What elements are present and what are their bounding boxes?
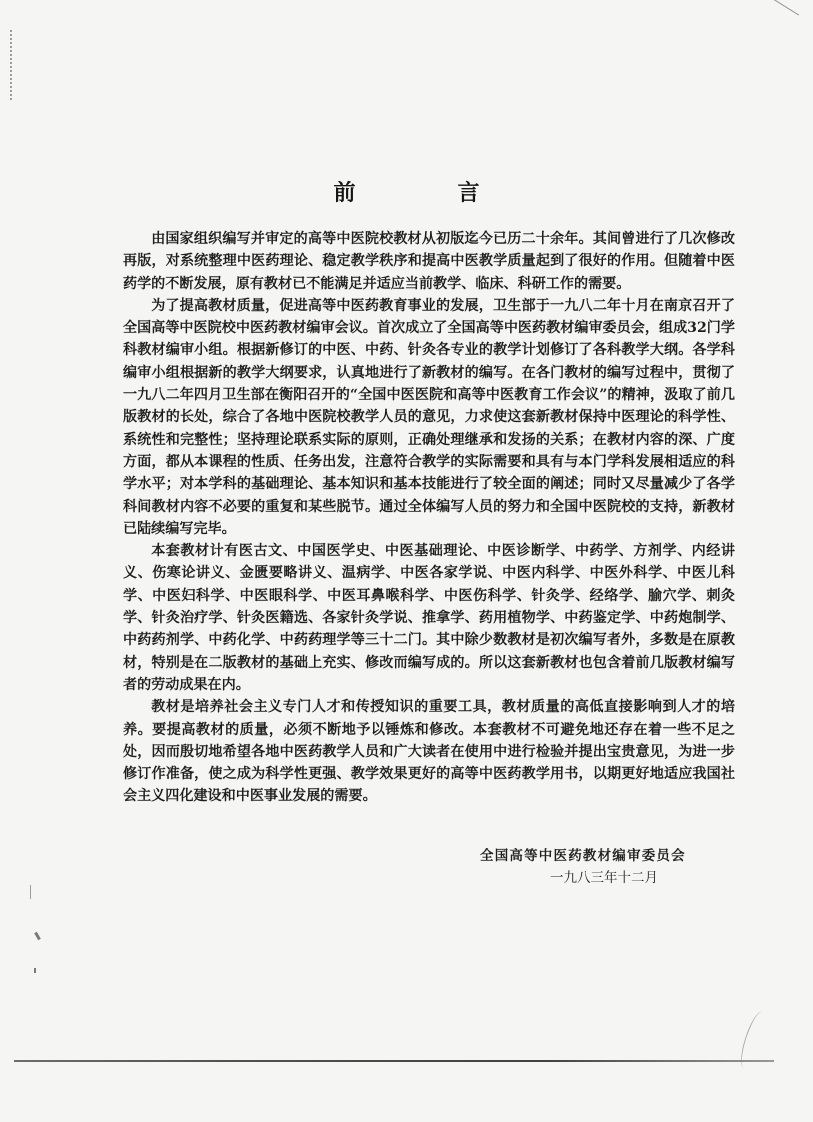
signature-block [480,845,750,889]
page-title: 前 言 [333,180,520,206]
preface-body [123,228,735,808]
bottom-scan-line [14,1060,774,1062]
signature-date: 一九八三年十二月 [550,870,658,886]
margin-mark [10,30,14,100]
paragraph: 由国家组织编写并审定的高等中医院校教材从初版迄今已历二十余年。其间曾进行了几次修改再版，对系统整理中医药理论、稳定教学秩序和提高中医教学质量起到了很好的作用。但随着中医药学的不断发展，原有教材已不能满足并适应当前教学、临床、科研工作的需要。 [123,231,735,292]
margin-tick [30,885,31,899]
margin-tick [34,932,41,940]
paragraph: 为了提高教材质量，促进高等中医药教育事业的发展，卫生部于一九八二年十月在南京召开了全国高等中医院校中医药教材编审会议。首次成立了全国高等中医药教材编审委员会，组成32门学科教材编审小组。根据新修订的中医、中药、针灸各专业的教学计划修订了各科教学大纲。各学科编审小组根据新的教学大纲要求，认真地进行了新教材的编写。在各门教材的编写过程中，贯彻了一九八二年四月卫生部在衡阳召开的“全国中医医院和高等中医教育工作会议”的精神，汲取了前几版教材的长处，综合了各地中医院校教学人员的意见，力求使这套新教材保持中医理论的科学性、系统性和完整性；坚持理论联系实际的原则，正确处理继承和发扬的关系；在教材内容的深、广度方面，都从本课程的性质、任务出发，注意符合教学的实际需要和具有与本门学科发展相适应的科学水平；对本学科的基础理论、基本知识和基本技能进行了较全面的阐述；同时又尽量减少了各学科间教材内容不必要的重复和某些脱节。通过全体编写人员的努力和全国中医院校的支持，新教材已陆续编写完毕。 [123,297,735,537]
signature-organization: 全国高等中医药教材编审委员会 [480,848,686,864]
corner-scratch [751,0,799,38]
paragraph: 教材是培养社会主义专门人才和传授知识的重要工具，教材质量的高低直接影响到人才的培养。要提高教材的质量，必须不断地予以锤炼和修改。本套教材不可避免地还存在着一些不足之处，因而殷切地希望各地中医药教学人员和广大读者在使用中进行检验并提出宝贵意见，为进一步修订作准备，使之成为科学性更强、教学效果更好的高等中医药教学用书，以期更好地适应我国社会主义四化建设和中医事业发展的需要。 [123,699,735,805]
paragraph: 本套教材计有医古文、中国医学史、中医基础理论、中医诊断学、中药学、方剂学、内经讲义、伤寒论讲义、金匮要略讲义、温病学、中医各家学说、中医内科学、中医外科学、中医儿科学、中医妇科学、中医眼科学、中医耳鼻喉科学、中医伤科学、针灸学、经络学、腧穴学、刺灸学、针灸治疗学、针灸医籍选、各家针灸学说、推拿学、药用植物学、中药鉴定学、中药炮制学、中药药剂学、中药化学、中药药理学等三十二门。其中除少数教材是初次编写者外，多数是在原教材，特别是在二版教材的基础上充实、修改而编写成的。所以这套新教材也包含着前几版教材编写者的劳动成果在内。 [123,543,735,693]
margin-tick [34,968,36,973]
